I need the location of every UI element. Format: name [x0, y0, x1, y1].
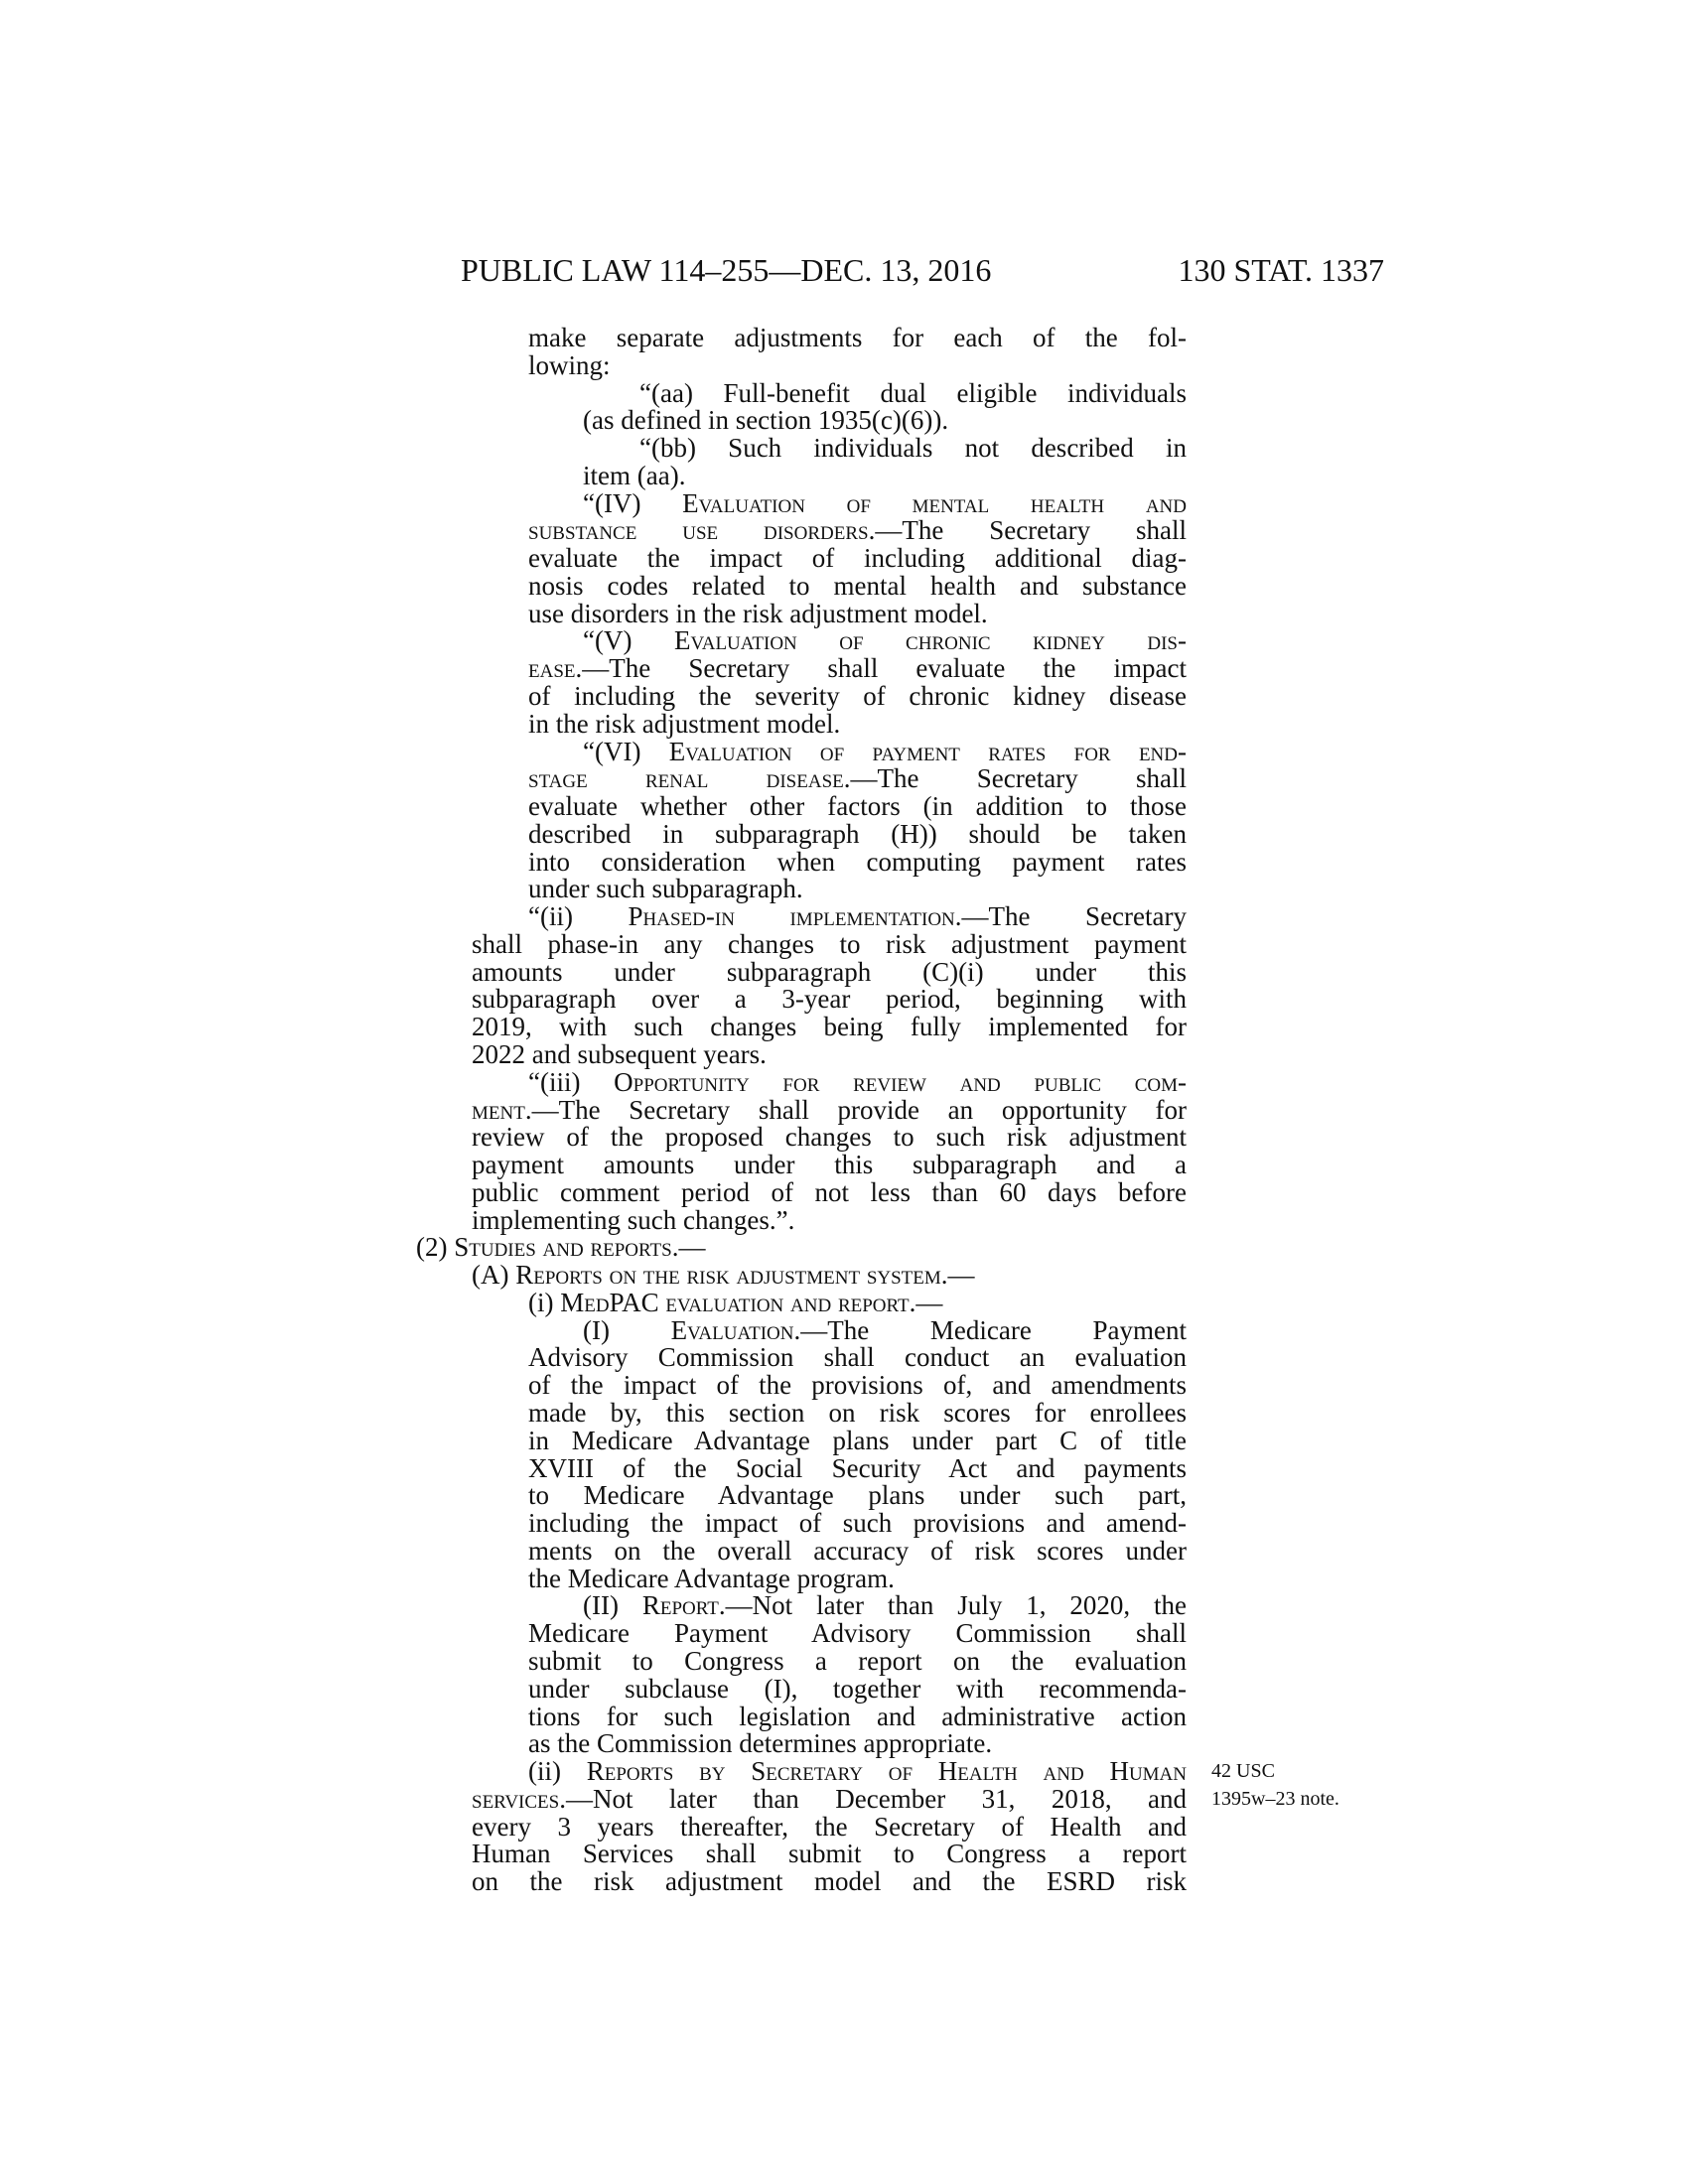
line-text: under such subparagraph. [528, 874, 803, 904]
line-text: of the impact of the provisions of, and amendments [528, 1370, 1187, 1401]
line-text: make separate adjustments for each of the fol- [528, 323, 1187, 352]
section-designator: (A) [472, 1260, 516, 1291]
line-text: — [947, 1260, 975, 1291]
section-designator: “(iii) [528, 1066, 615, 1097]
line-text: —Not later than December 31, 2018, and [565, 1783, 1187, 1814]
text-line [472, 1813, 1187, 1841]
line-text: including the impact of such provisions and amend- [528, 1508, 1187, 1539]
text-line [472, 985, 1187, 1013]
text-line [528, 516, 1187, 544]
line-text: in Medicare Advantage plans under part C of title [528, 1425, 1187, 1455]
line-text: review of the proposed changes to such risk adjustment [472, 1122, 1187, 1153]
line-text: —The Secretary shall evaluate the impact [582, 653, 1187, 684]
line-text: Human Services shall submit to Congress a report [472, 1839, 1187, 1869]
line-text: 2022 and subsequent years. [472, 1039, 767, 1070]
text-line [472, 1867, 1187, 1895]
running-header-law-citation: PUBLIC LAW 114–255—DEC. 13, 2016 [461, 252, 992, 288]
text-line [528, 820, 1187, 848]
section-heading-small-caps: MedPAC evaluation and report. [560, 1287, 916, 1317]
section-heading-small-caps: stage renal disease. [528, 763, 851, 794]
section-heading-small-caps: Phased-in implementation. [628, 901, 962, 932]
text-line [528, 654, 1187, 682]
line-text: into consideration when computing payment rates [528, 846, 1187, 877]
line-text: of including the severity of chronic kidney disease [528, 681, 1187, 711]
section-designator: (2) [416, 1232, 455, 1263]
line-text: on the risk adjustment model and the ESRD risk [472, 1866, 1187, 1897]
text-line [583, 406, 948, 434]
text-line [528, 875, 803, 902]
line-text: evaluate whether other factors (in addition to those [528, 791, 1187, 822]
text-line [472, 1096, 1187, 1124]
section-heading-small-caps: substance use disorders. [528, 515, 876, 546]
line-text: “(aa) Full-benefit dual eligible individuals [639, 377, 1187, 408]
text-line [583, 462, 685, 489]
section-heading-small-caps: Reports on the risk adjustment system. [515, 1260, 948, 1291]
line-text: lowing: [528, 349, 611, 380]
section-heading-small-caps: Report. [641, 1590, 726, 1621]
line-text: every 3 years thereafter, the Secretary of Health and [472, 1811, 1187, 1842]
text-line [583, 626, 1187, 654]
text-line [528, 1619, 1187, 1647]
margin-note-section: 1395w–23 note. [1211, 1788, 1339, 1810]
line-text: —The Secretary shall [875, 515, 1187, 546]
text-line [528, 1343, 1187, 1371]
line-text: —The Secretary [961, 901, 1187, 932]
text-line [583, 738, 1187, 765]
section-designator: (ii) [528, 1756, 587, 1787]
line-text: evaluate the impact of including additional diag- [528, 543, 1187, 574]
text-line [528, 1481, 1187, 1509]
line-text: —The Medicare Payment [800, 1314, 1187, 1345]
line-text: the Medicare Advantage program. [528, 1563, 895, 1593]
text-line [583, 489, 1187, 517]
text-line [528, 1399, 1187, 1427]
text-line [528, 544, 1187, 572]
text-line [528, 1647, 1187, 1675]
section-heading-small-caps: ment. [472, 1094, 532, 1125]
section-heading-small-caps: services. [472, 1783, 566, 1814]
line-text: tions for such legislation and administrative action [528, 1701, 1187, 1731]
line-text: nosis codes related to mental health and substance [528, 570, 1187, 601]
text-line [639, 379, 1187, 407]
text-line [472, 930, 1187, 958]
text-line [583, 1316, 1187, 1344]
text-line [639, 434, 1187, 462]
line-text: subparagraph over a 3-year period, beginning with [472, 984, 1187, 1015]
section-designator: (i) [528, 1287, 561, 1317]
text-line [528, 1729, 992, 1757]
section-heading-small-caps: Reports by Secretary of Health and Human [586, 1756, 1187, 1787]
text-line [472, 1040, 767, 1068]
section-designator: “(IV) [583, 487, 683, 518]
line-text: ments on the overall accuracy of risk scores under [528, 1535, 1187, 1566]
text-line [416, 1233, 705, 1261]
section-heading-small-caps: Evaluation of payment rates for end- [668, 736, 1187, 766]
line-text: described in subparagraph (H)) should be taken [528, 818, 1187, 849]
line-text: “(bb) Such individuals not described in [639, 433, 1187, 464]
text-line [472, 1151, 1187, 1178]
text-line [583, 1591, 1187, 1619]
section-heading-small-caps: Opportunity for review and public com- [614, 1066, 1187, 1097]
section-designator: “(ii) [528, 901, 629, 932]
text-line [528, 792, 1187, 820]
text-line [528, 682, 1187, 710]
line-text: in the risk adjustment model. [528, 708, 841, 739]
line-text: public comment period of not less than 60 days before [472, 1176, 1187, 1207]
text-line [528, 600, 988, 627]
text-line [472, 1785, 1187, 1813]
section-heading-small-caps: Studies and reports. [454, 1232, 679, 1263]
text-line [528, 572, 1187, 600]
text-line [528, 902, 1187, 930]
text-line [528, 848, 1187, 876]
text-line [528, 1289, 942, 1316]
line-text: Advisory Commission shall conduct an evaluation [528, 1342, 1187, 1373]
text-line [528, 1454, 1187, 1482]
text-line [528, 1757, 1187, 1785]
line-text: payment amounts under this subparagraph and a [472, 1150, 1187, 1180]
line-text: —The Secretary shall provide an opportunity for [531, 1094, 1187, 1125]
text-line [472, 1840, 1187, 1867]
text-line [528, 710, 840, 738]
text-line [528, 1427, 1187, 1454]
section-designator: (II) [583, 1590, 642, 1621]
text-line [528, 324, 1187, 351]
line-text: submit to Congress a report on the evaluation [528, 1645, 1187, 1676]
line-text: under subclause (I), together with recommenda- [528, 1673, 1187, 1704]
text-line [528, 1703, 1187, 1730]
line-text: amounts under subparagraph (C)(i) under this [472, 956, 1187, 987]
line-text: use disorders in the risk adjustment model. [528, 598, 988, 628]
line-text: —The Secretary shall [850, 763, 1187, 794]
line-text: to Medicare Advantage plans under such part, [528, 1480, 1187, 1511]
section-designator: (I) [583, 1314, 671, 1345]
margin-note-usc: 42 USC [1211, 1760, 1275, 1782]
line-text: XVIII of the Social Security Act and payments [528, 1452, 1187, 1483]
line-text: implementing such changes.”. [472, 1204, 795, 1235]
text-line [472, 1206, 794, 1234]
text-line [472, 958, 1187, 986]
text-line [528, 1371, 1187, 1399]
text-line [528, 1509, 1187, 1537]
line-text: — [678, 1232, 706, 1263]
section-designator: “(V) [583, 625, 674, 656]
line-text: item (aa). [583, 460, 686, 490]
line-text: —Not later than July 1, 2020, the [725, 1590, 1187, 1621]
line-text: as the Commission determines appropriate. [528, 1728, 993, 1759]
text-line [528, 764, 1187, 792]
text-line [528, 1565, 895, 1592]
line-text: 2019, with such changes being fully implemented for [472, 1012, 1187, 1042]
line-text: shall phase-in any changes to risk adjustment payment [472, 928, 1187, 959]
text-line [472, 1123, 1187, 1151]
text-line [528, 351, 611, 379]
section-designator: “(VI) [583, 736, 669, 766]
text-line [528, 1675, 1187, 1703]
text-line [472, 1261, 975, 1289]
section-heading-small-caps: ease. [528, 653, 583, 684]
line-text: Medicare Payment Advisory Commission shall [528, 1618, 1187, 1649]
line-text: made by, this section on risk scores for enrollees [528, 1398, 1187, 1429]
text-line [528, 1537, 1187, 1565]
section-heading-small-caps: Evaluation. [670, 1314, 801, 1345]
text-line [528, 1068, 1187, 1096]
section-heading-small-caps: Evaluation of chronic kidney dis- [673, 625, 1187, 656]
text-line [472, 1178, 1187, 1206]
section-heading-small-caps: Evaluation of mental health and [682, 487, 1187, 518]
running-header-page-number: 130 STAT. 1337 [1178, 252, 1384, 288]
line-text: — [915, 1287, 943, 1317]
line-text: (as defined in section 1935(c)(6)). [583, 405, 949, 436]
text-line [472, 1013, 1187, 1040]
